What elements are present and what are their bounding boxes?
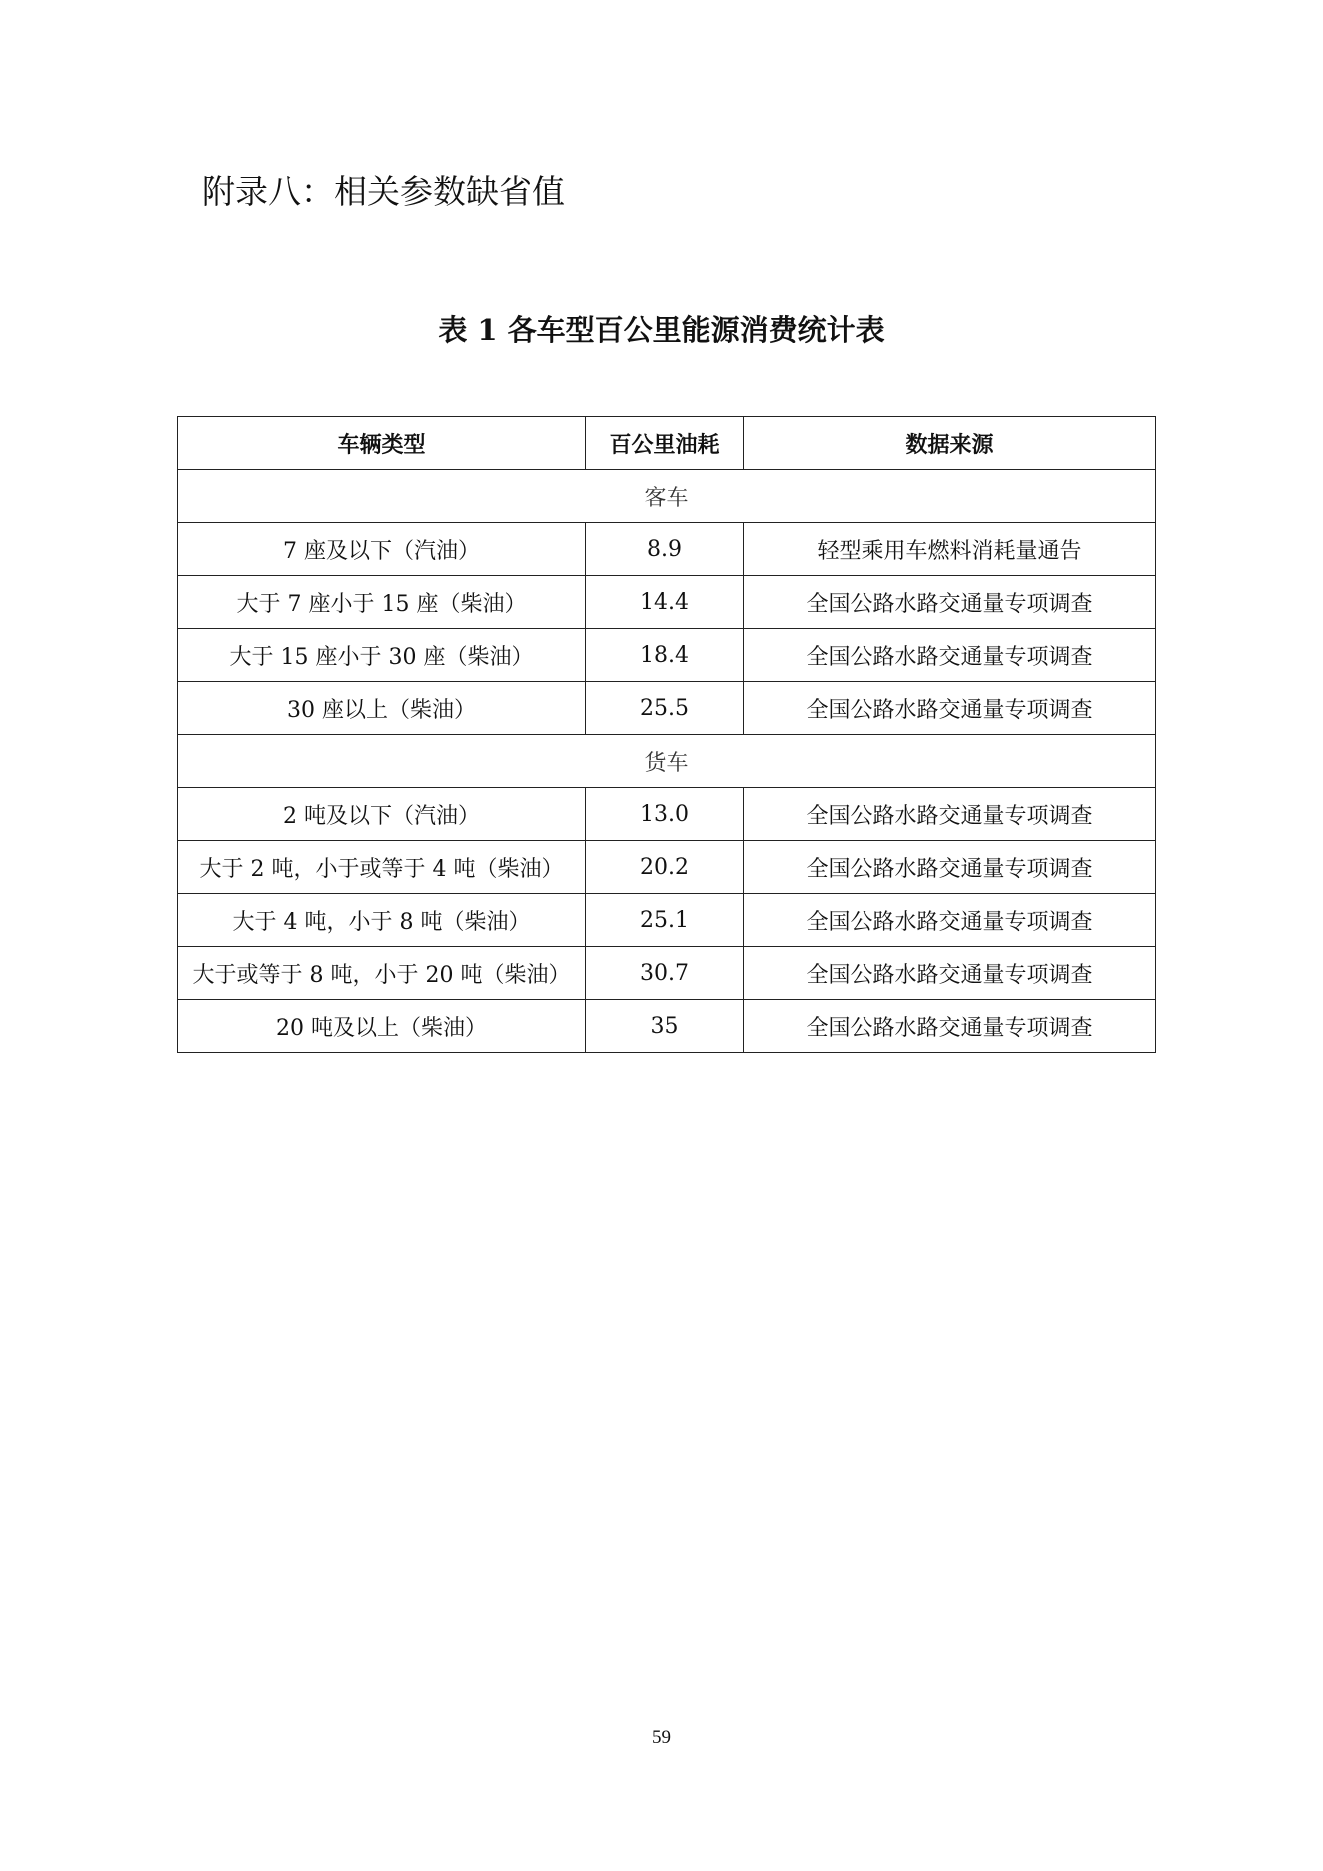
source-cell: 全国公路水路交通量专项调查 [744, 682, 1156, 735]
source-cell: 全国公路水路交通量专项调查 [744, 1000, 1156, 1053]
fuel-value-cell: 25.5 [586, 682, 744, 735]
table-row [178, 894, 1156, 947]
fuel-value-cell: 35 [586, 1000, 744, 1053]
source-cell: 全国公路水路交通量专项调查 [744, 788, 1156, 841]
fuel-value-cell: 13.0 [586, 788, 744, 841]
fuel-value-cell: 8.9 [586, 523, 744, 576]
appendix-heading: 附录八：相关参数缺省值 [202, 172, 565, 211]
table-row [178, 1000, 1156, 1053]
source-cell: 全国公路水路交通量专项调查 [744, 841, 1156, 894]
section-row-freight [178, 735, 1156, 788]
source-cell: 轻型乘用车燃料消耗量通告 [744, 523, 1156, 576]
vehicle-type-cell: 大于 4 吨，小于 8 吨（柴油） [178, 894, 586, 947]
fuel-value-cell: 25.1 [586, 894, 744, 947]
section-label: 货车 [178, 735, 1156, 788]
vehicle-type-cell: 30 座以上（柴油） [178, 682, 586, 735]
table-row [178, 947, 1156, 1000]
source-cell: 全国公路水路交通量专项调查 [744, 576, 1156, 629]
source-cell: 全国公路水路交通量专项调查 [744, 947, 1156, 1000]
fuel-value-cell: 14.4 [586, 576, 744, 629]
section-row-passenger [178, 470, 1156, 523]
table-row [178, 682, 1156, 735]
vehicle-type-cell: 大于或等于 8 吨，小于 20 吨（柴油） [178, 947, 586, 1000]
vehicle-type-cell: 大于 7 座小于 15 座（柴油） [178, 576, 586, 629]
table-row [178, 841, 1156, 894]
table-header-row [178, 417, 1156, 470]
table-row [178, 523, 1156, 576]
page-number: 59 [652, 1727, 671, 1748]
table-caption: 表 1 各车型百公里能源消费统计表 [438, 313, 885, 347]
fuel-value-cell: 30.7 [586, 947, 744, 1000]
header-vehicle-type: 车辆类型 [178, 417, 586, 470]
source-cell: 全国公路水路交通量专项调查 [744, 894, 1156, 947]
table-row [178, 788, 1156, 841]
vehicle-type-cell: 20 吨及以上（柴油） [178, 1000, 586, 1053]
vehicle-type-cell: 大于 15 座小于 30 座（柴油） [178, 629, 586, 682]
header-fuel-per-100km: 百公里油耗 [586, 417, 744, 470]
header-data-source: 数据来源 [744, 417, 1156, 470]
table-row [178, 576, 1156, 629]
source-cell: 全国公路水路交通量专项调查 [744, 629, 1156, 682]
section-label: 客车 [178, 470, 1156, 523]
fuel-value-cell: 18.4 [586, 629, 744, 682]
vehicle-type-cell: 2 吨及以下（汽油） [178, 788, 586, 841]
fuel-consumption-table [177, 416, 1156, 1053]
table-row [178, 629, 1156, 682]
vehicle-type-cell: 大于 2 吨，小于或等于 4 吨（柴油） [178, 841, 586, 894]
vehicle-type-cell: 7 座及以下（汽油） [178, 523, 586, 576]
fuel-value-cell: 20.2 [586, 841, 744, 894]
